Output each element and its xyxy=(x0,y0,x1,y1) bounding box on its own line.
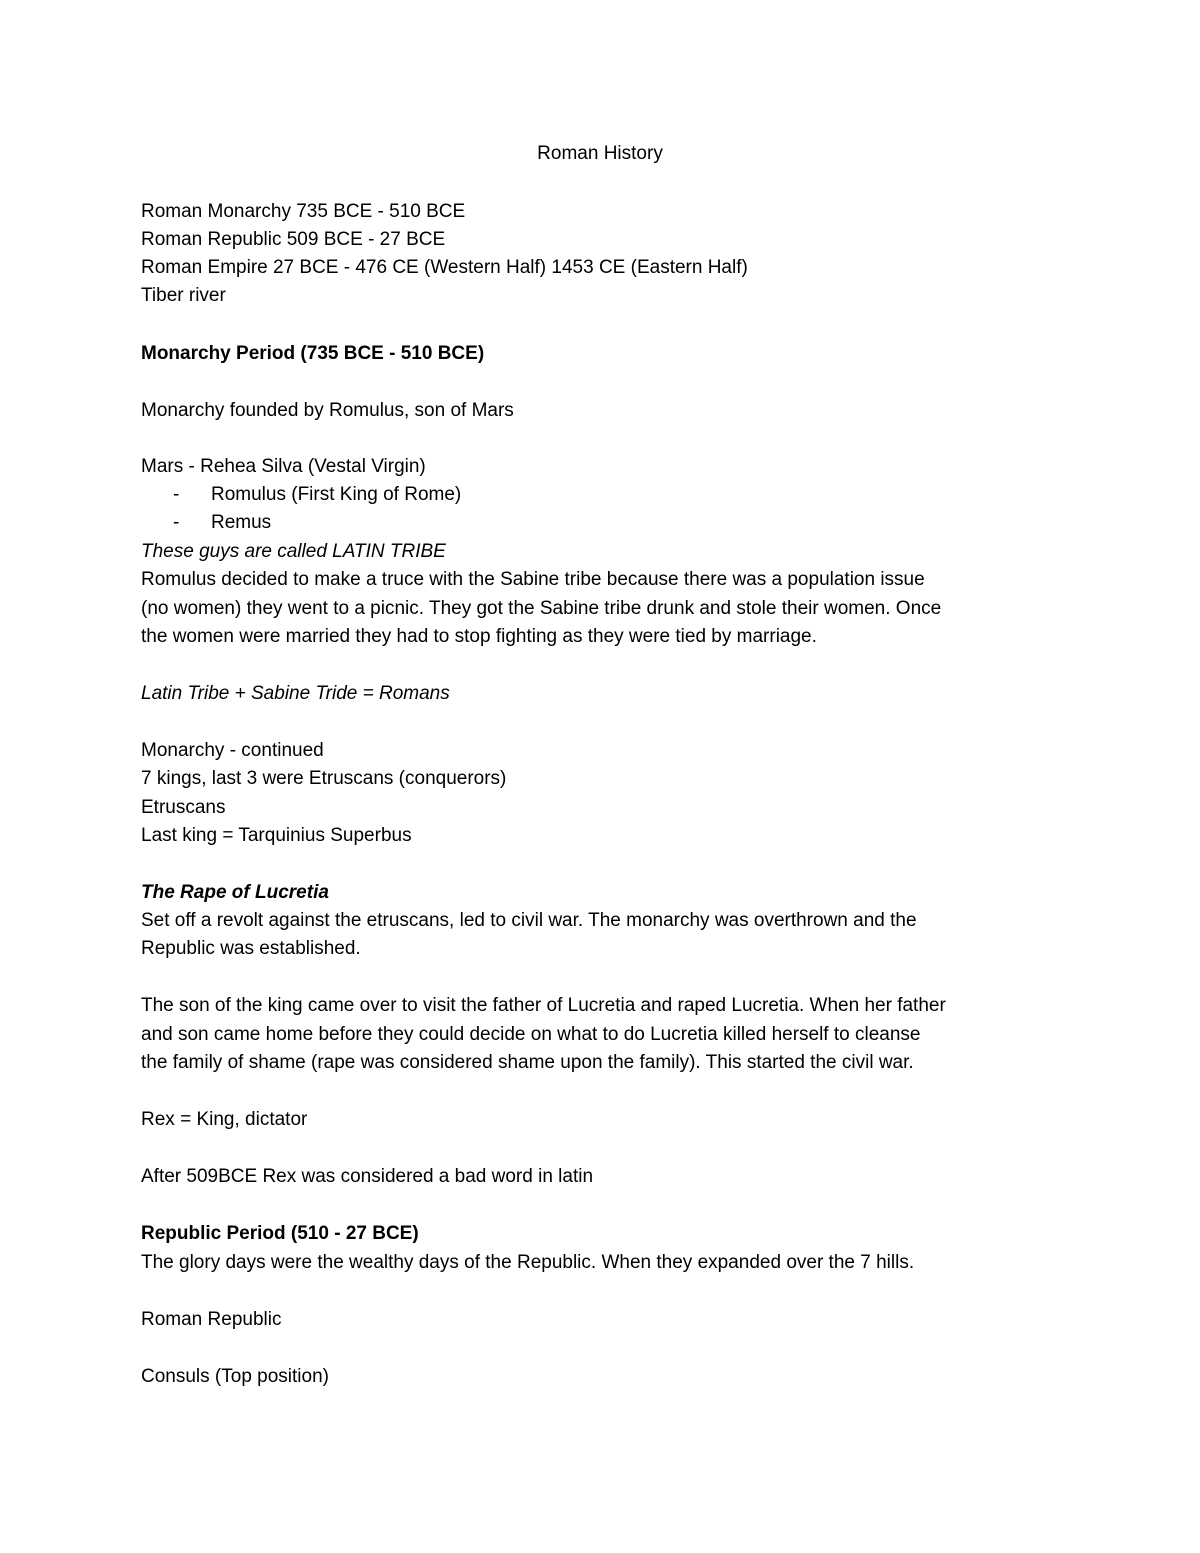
list-item-remus: Remus xyxy=(211,512,272,533)
intro-line-empire: Roman Empire 27 BCE - 476 CE (Western Half) 1453 CE (Eastern Half) xyxy=(141,257,748,278)
monarchy-founded: Monarchy founded by Romulus, son of Mars xyxy=(141,400,514,421)
intro-line-republic: Roman Republic 509 BCE - 27 BCE xyxy=(141,229,446,250)
seven-kings-line: 7 kings, last 3 were Etruscans (conquerors) xyxy=(141,768,507,789)
rex-bad-word: After 509BCE Rex was considered a bad word in latin xyxy=(141,1166,594,1187)
list-bullet: - xyxy=(173,512,180,533)
monarchy-heading: Monarchy Period (735 BCE - 510 BCE) xyxy=(141,343,485,364)
intro-line-tiber: Tiber river xyxy=(141,285,226,306)
list-item-romulus: Romulus (First King of Rome) xyxy=(211,484,462,505)
page-title: Roman History xyxy=(537,143,663,164)
lucretia-story-line: the family of shame (rape was considered shame upon the family). This started the civil war. xyxy=(141,1052,914,1073)
republic-label: Roman Republic xyxy=(141,1309,282,1330)
sabine-paragraph-line: Romulus decided to make a truce with the Sabine tribe because there was a population issue xyxy=(141,569,925,590)
lucretia-paragraph-line: Set off a revolt against the etruscans, led to civil war. The monarchy was overthrown and the xyxy=(141,910,917,931)
republic-glory: The glory days were the wealthy days of the Republic. When they expanded over the 7 hills. xyxy=(141,1252,915,1273)
last-king-line: Last king = Tarquinius Superbus xyxy=(141,825,412,846)
lucretia-story-line: The son of the king came over to visit the father of Lucretia and raped Lucretia. When her father xyxy=(141,995,946,1016)
list-bullet: - xyxy=(173,484,180,505)
monarchy-parents: Mars - Rehea Silva (Vestal Virgin) xyxy=(141,456,426,477)
sabine-paragraph-line: (no women) they went to a picnic. They got the Sabine tribe drunk and stole their women. Once xyxy=(141,598,942,619)
consuls-line: Consuls (Top position) xyxy=(141,1366,329,1387)
lucretia-story-line: and son came home before they could decide on what to do Lucretia killed herself to cleanse xyxy=(141,1024,921,1045)
intro-line-monarchy: Roman Monarchy 735 BCE - 510 BCE xyxy=(141,201,466,222)
rex-definition: Rex = King, dictator xyxy=(141,1109,308,1130)
monarchy-continued: Monarchy - continued xyxy=(141,740,324,761)
romans-equation: Latin Tribe + Sabine Tride = Romans xyxy=(141,683,450,704)
republic-heading: Republic Period (510 - 27 BCE) xyxy=(141,1223,419,1244)
latin-tribe-note: These guys are called LATIN TRIBE xyxy=(141,541,446,562)
lucretia-paragraph-line: Republic was established. xyxy=(141,938,361,959)
lucretia-heading: The Rape of Lucretia xyxy=(141,882,329,903)
sabine-paragraph-line: the women were married they had to stop fighting as they were tied by marriage. xyxy=(141,626,817,647)
etruscans-line: Etruscans xyxy=(141,797,226,818)
